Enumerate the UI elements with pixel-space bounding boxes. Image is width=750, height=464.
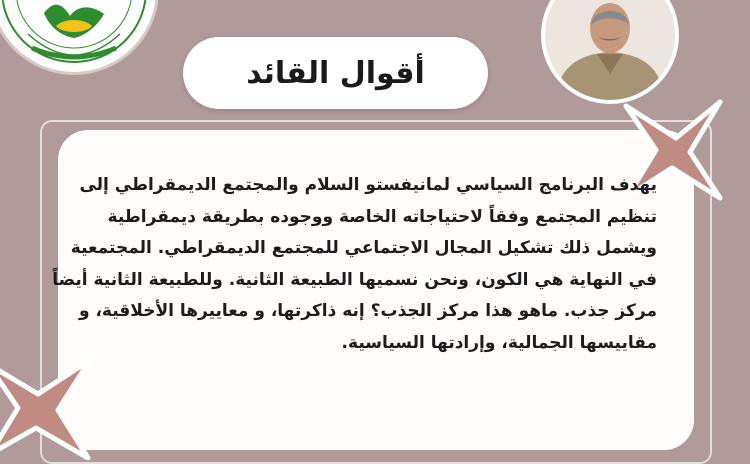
portrait-icon — [545, 0, 675, 100]
quote-line: في النهاية هي الكون، ونحن نسميها الطبيعة الثانية. وللطبيعة الثانية أيضاً — [52, 269, 657, 290]
quote-line: مقاييسها الجمالية، وإرادتها السياسية. — [341, 332, 657, 353]
quote-line: ويشمل ذلك تشكيل المجال الاجتماعي للمجتمع الديمقراطي. المجتمعية — [70, 238, 657, 258]
quote-line: يهدف البرنامج السياسي لمانيفستو السلام والمجتمع الديمقراطي إلى — [79, 175, 657, 195]
organization-logo — [0, 0, 156, 72]
emblem-icon — [0, 0, 156, 72]
quote-line: تنظيم المجتمع وفقاً لاحتياجاته الخاصة ووجوده بطريقة ديمقراطية — [107, 206, 657, 227]
leader-portrait — [545, 0, 675, 100]
quote-line: مركز جذب. ماهو هذا مركز الجذب؟ إنه ذاكرتها، و معاييرها الأخلاقية، و — [78, 301, 657, 321]
quote-text — [52, 170, 657, 359]
title-banner — [183, 37, 488, 109]
star-icon-bottom-left — [0, 350, 98, 460]
page-title: أقوال القائد — [246, 55, 425, 91]
